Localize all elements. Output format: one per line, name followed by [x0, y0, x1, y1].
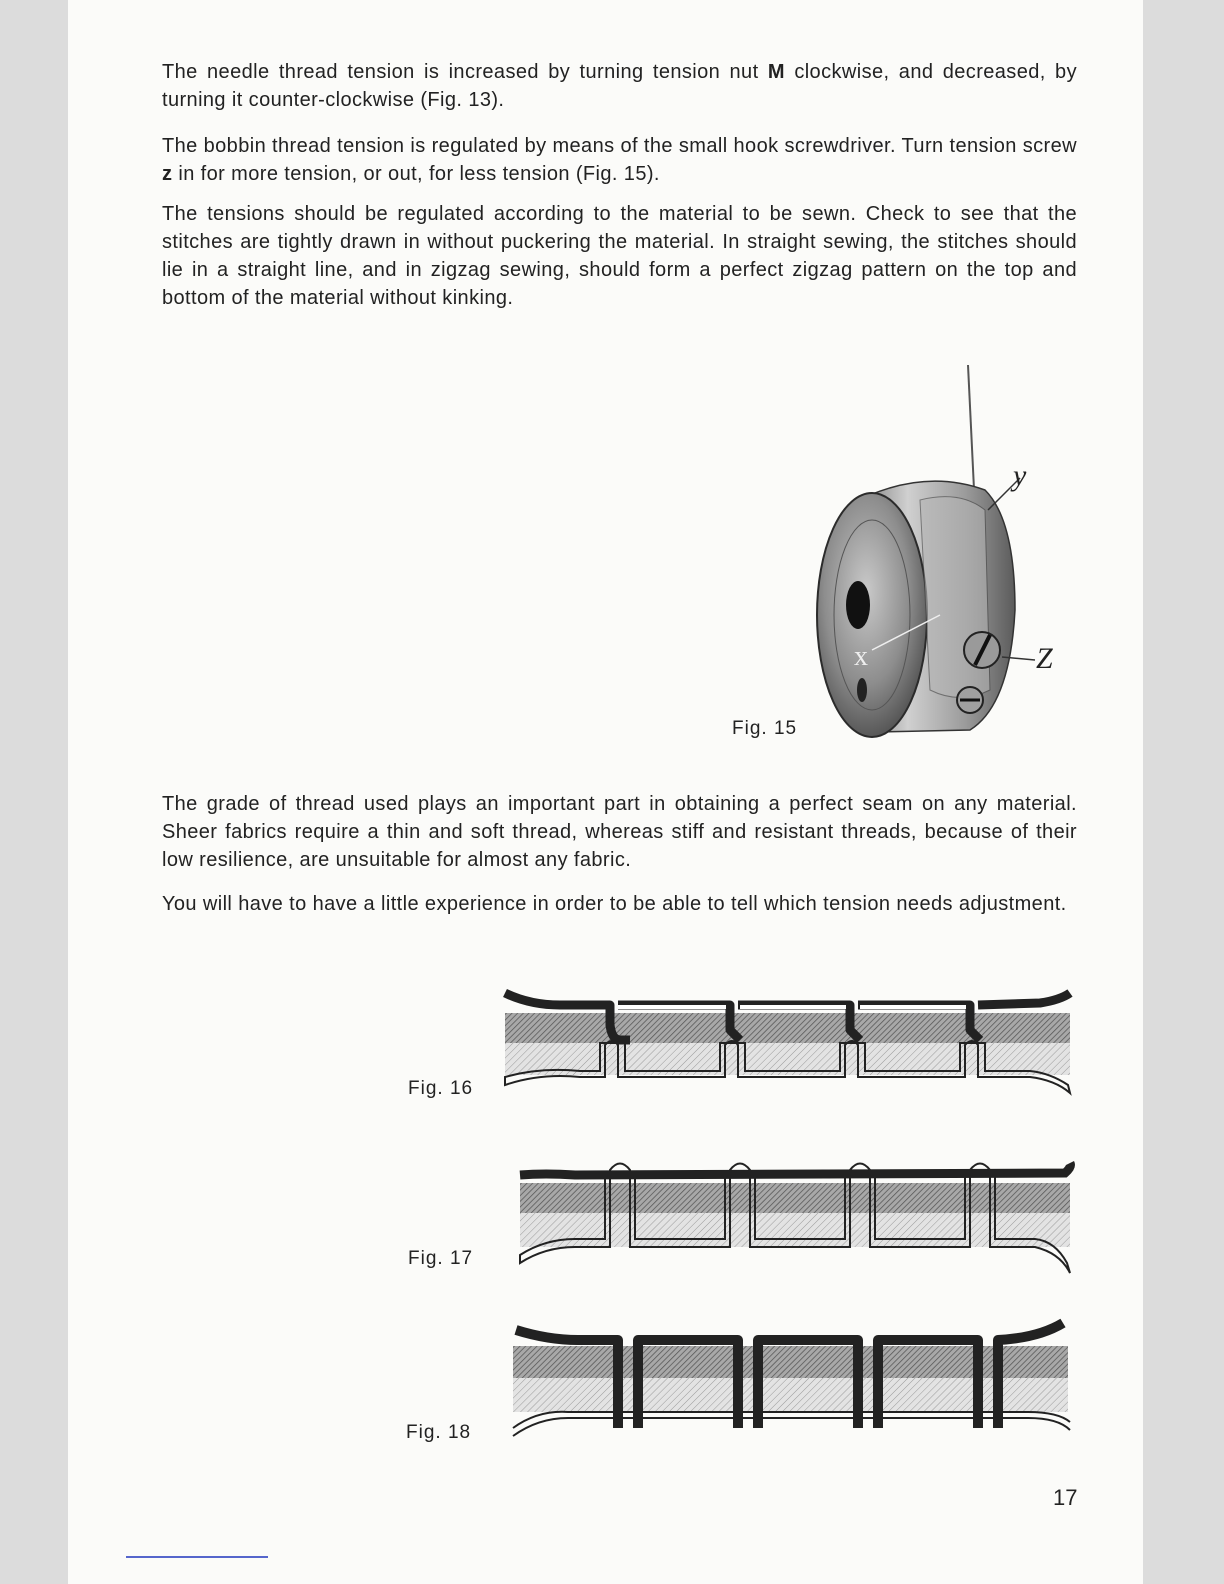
label-x: x — [854, 641, 868, 672]
stitch-diagram-fig18 — [508, 1318, 1075, 1443]
fig18-caption: Fig. 18 — [406, 1422, 472, 1443]
bobbin-case-illustration — [810, 360, 1070, 750]
bold-term-z: z — [162, 163, 173, 185]
footer-rule — [126, 1556, 268, 1558]
label-y: y — [1013, 459, 1027, 492]
text-segment: The needle thread tension is increased by turning tension nut — [162, 61, 768, 83]
bold-term-M: M — [767, 61, 785, 83]
paragraph-tension-regulation: The tensions should be regulated according to the material to be sewn. Check to see that the stitches are tightly drawn in without puckering the material. In straight sewing, the stitches should lie in a straight line, and in zigzag sewing, should form a perfect zigzag pattern on the top and bottom of the material without kinking. — [162, 203, 1077, 309]
stitch-diagram-fig17 — [515, 1155, 1075, 1280]
text-segment: clockwise, and decreased, by turning it counter-clockwise (Fig. 13). — [162, 61, 1077, 111]
paragraph-needle-tension — [162, 58, 1077, 114]
fig15-caption: Fig. 15 — [732, 718, 798, 739]
page-number: 17 — [1053, 1485, 1078, 1510]
paragraph-thread-grade: The grade of thread used plays an important part in obtaining a perfect seam on any material. Sheer fabrics require a thin and soft thread, whereas stiff and resistant threads, because of their low resilience, are unsuitable for almost any fabric. — [162, 793, 1077, 871]
text-segment: The bobbin thread tension is regulated by means of the small hook screwdriver. Turn tension screw — [162, 135, 1077, 157]
text-segment: in for more tension, or out, for less tension (Fig. 15). — [172, 163, 660, 185]
paragraph-experience: You will have to have a little experience in order to be able to tell which tension needs adjustment. — [162, 893, 1067, 915]
stitch-diagram-fig16 — [500, 985, 1075, 1110]
label-z: Z — [1036, 642, 1053, 675]
fig16-caption: Fig. 16 — [408, 1078, 474, 1099]
paragraph-bobbin-tension — [162, 132, 1077, 188]
fig17-caption: Fig. 17 — [408, 1248, 474, 1269]
